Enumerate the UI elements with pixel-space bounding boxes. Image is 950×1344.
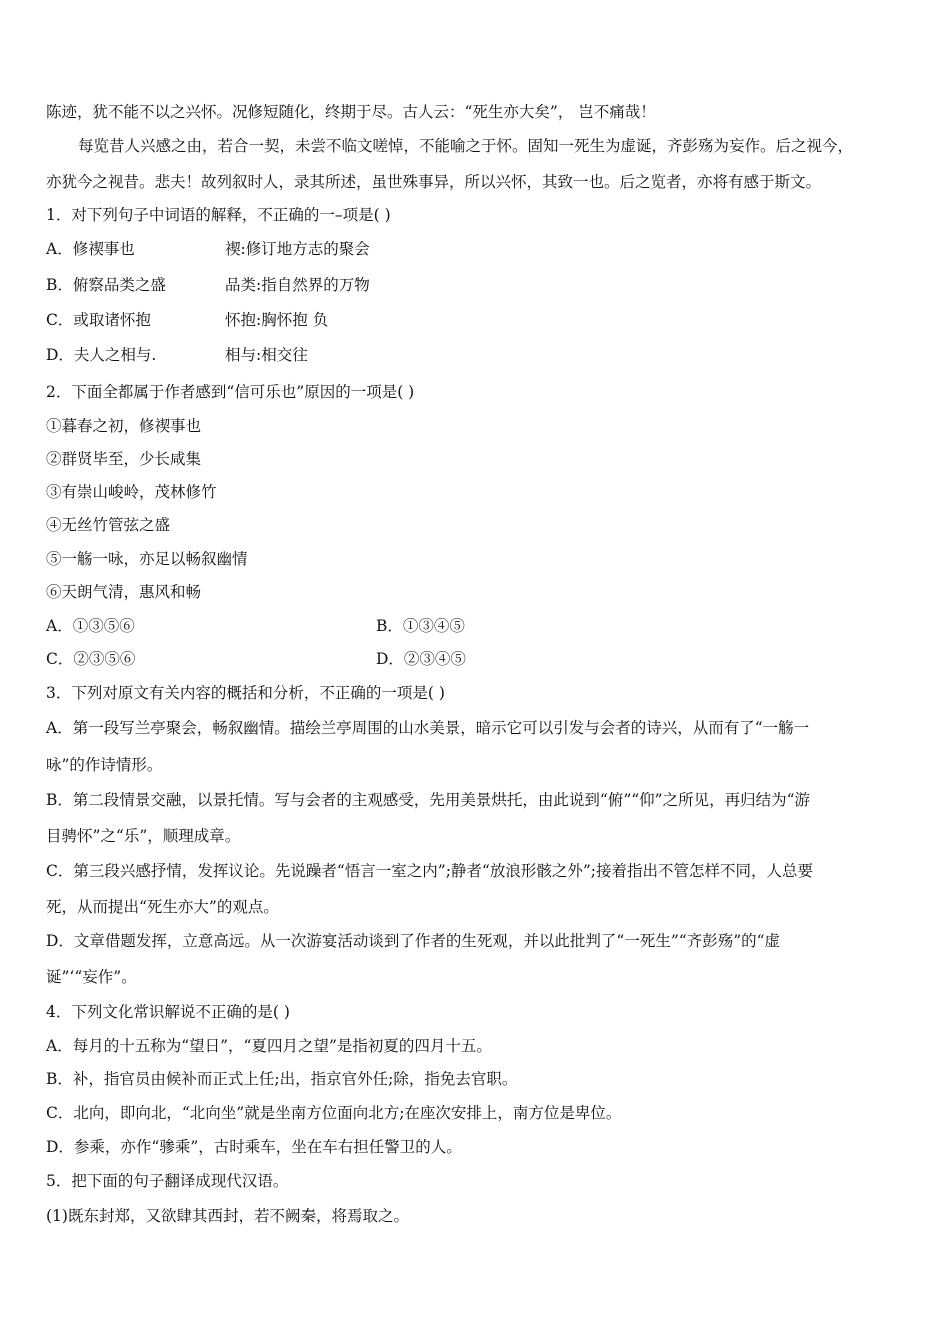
q1-option-d-label: D．夫人之相与. (46, 346, 157, 364)
q4-stem: 4．下列文化常识解说不正确的是( ) (46, 1003, 290, 1021)
q4-option-b: B．补，指官员由候补而正式上任;出，指京官外任;除，指免去官职。 (46, 1070, 518, 1088)
q3-option-c-line-1: C．第三段兴感抒情，发挥议论。先说躁者“悟言一室之内”;静者“放浪形骸之外”;接着指出不管怎样不同，人总要 (46, 862, 814, 880)
q1-stem: 1．对下列句子中词语的解释，不正确的一–项是( ) (46, 206, 391, 224)
q2-item-2: ②群贤毕至，少长咸集 (46, 450, 202, 468)
q1-option-d-gloss: 相与:相交往 (225, 346, 308, 364)
q2-item-4: ④无丝竹管弦之盛 (46, 516, 171, 534)
q2-option-a: A．①③⑤⑥ (46, 617, 135, 635)
passage-line-1: 陈迹，犹不能不以之兴怀。况修短随化，终期于尽。古人云：“死生亦大矣”， 岂不痛哉！ (46, 103, 656, 121)
passage-line-3: 亦犹今之视昔。悲夫！故列叙时人，录其所述，虽世殊事异，所以兴怀，其致一也。后之览者，亦将有感于斯文。 (46, 173, 822, 191)
q2-item-5: ⑤一觞一咏，亦足以畅叙幽情 (46, 550, 248, 568)
q2-option-d: D．②③④⑤ (376, 650, 466, 668)
q3-option-b-line-1: B．第二段情景交融，以景托情。写与会者的主观感受，先用美景烘托，由此说到“俯”“仰”之所见，再归结为“游 (46, 791, 811, 809)
q4-option-d: D．参乘，亦作“骖乘”，古时乘车，坐在车右担任警卫的人。 (46, 1138, 462, 1156)
q2-item-1: ①暮春之初，修禊事也 (46, 417, 202, 435)
q2-stem: 2．下面全都属于作者感到“信可乐也”原因的一项是( ) (46, 383, 415, 401)
q3-option-b-line-2: 目骋怀”之“乐”，顺理成章。 (46, 827, 241, 845)
q1-option-b-label: B．俯察品类之盛 (46, 276, 166, 294)
q3-option-d-line-2: 诞”‘“妄作”。 (46, 968, 137, 986)
q3-option-d-line-1: D．文章借题发挥，立意高远。从一次游宴活动谈到了作者的生死观，并以此批判了“一死生”“齐彭殇”的“虚 (46, 932, 781, 950)
q5-stem: 5．把下面的句子翻译成现代汉语。 (46, 1172, 289, 1190)
passage-line-2: 每览昔人兴感之由，若合一契，未尝不临文嗟悼，不能喻之于怀。固知一死生为虚诞，齐彭殇为妄作。后之视今， (78, 137, 854, 155)
q2-item-3: ③有崇山峻岭，茂林修竹 (46, 483, 217, 501)
q2-option-c: C．②③⑤⑥ (46, 650, 136, 668)
q3-option-a-line-2: 咏”的作诗情形。 (46, 756, 163, 774)
q2-item-6: ⑥天朗气清，惠风和畅 (46, 583, 202, 601)
q1-option-a-gloss: 禊:修订地方志的聚会 (225, 240, 370, 258)
q1-option-c-label: C．或取诸怀抱 (46, 311, 151, 329)
q4-option-a: A．每月的十五称为“望日”，“夏四月之望”是指初夏的四月十五。 (46, 1037, 492, 1055)
q1-option-b-gloss: 品类:指自然界的万物 (225, 276, 370, 294)
q3-option-c-line-2: 死，从而提出“死生亦大”的观点。 (46, 898, 279, 916)
q5-sentence-1: (1)既东封郑，又欲肆其西封，若不阙秦，将焉取之。 (46, 1207, 409, 1225)
q4-option-c: C．北向，即向北，“北向坐”就是坐南方位面向北方;在座次安排上，南方位是卑位。 (46, 1104, 622, 1122)
q3-option-a-line-1: A．第一段写兰亭聚会，畅叙幽情。描绘兰亭周围的山水美景，暗示它可以引发与会者的诗兴，从而有了“一觞一 (46, 719, 810, 737)
q3-stem: 3．下列对原文有关内容的概括和分析，不正确的一项是( ) (46, 684, 445, 702)
q1-option-a-label: A．修禊事也 (46, 240, 135, 258)
q1-option-c-gloss: 怀抱:胸怀抱 负 (225, 311, 329, 329)
q2-option-b: B．①③④⑤ (376, 617, 465, 635)
